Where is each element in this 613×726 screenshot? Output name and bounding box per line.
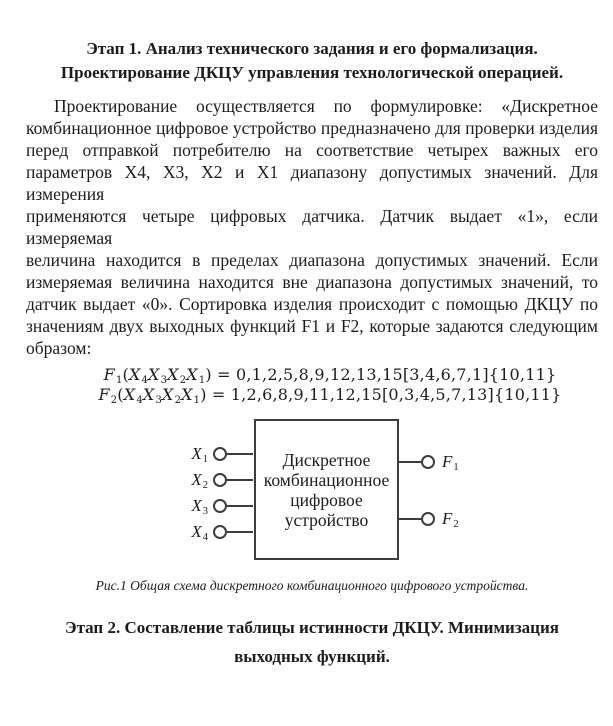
paragraph-line: величина находится в пределах диапазона допустимых значений. Если xyxy=(26,250,598,270)
heading-stage1-line1: Этап 1. Анализ технического задания и его формализация. xyxy=(86,39,538,58)
input-label-x3: $X_3$ xyxy=(191,496,208,517)
device-box-label-line3: цифровое xyxy=(290,489,363,510)
input-label-x4: $X_4$ xyxy=(191,522,208,543)
heading-stage2 xyxy=(26,613,598,671)
output-row-f1 xyxy=(399,452,459,473)
heading-stage1 xyxy=(26,37,598,85)
device-box-label-line4: устройство xyxy=(284,509,369,530)
paragraph-line: образом: xyxy=(26,338,92,358)
paragraph-line: датчик выдает «0». Сортировка изделия происходит с помощью ДКЦУ по xyxy=(26,294,598,314)
body-paragraph xyxy=(26,95,598,359)
input-wire xyxy=(227,479,253,481)
heading-stage1-line2: Проектирование ДКЦУ управления технологической операцией. xyxy=(60,63,564,82)
input-terminal-circle xyxy=(213,525,227,539)
paragraph-line: параметров X4, X3, X2 и X1 диапазону допустимых значений. Для измерения xyxy=(26,162,598,204)
input-wire xyxy=(227,531,253,533)
output-terminal-circle xyxy=(421,512,435,526)
paragraph-line: перед отправкой потребителю на соответствие четырех важных его xyxy=(26,140,598,160)
paragraph-line: комбинационное цифровое устройство предназначено для проверки изделия xyxy=(26,118,598,138)
input-terminal-circle xyxy=(213,499,227,513)
output-wire xyxy=(399,518,421,520)
input-terminal-circle xyxy=(213,447,227,461)
block-diagram xyxy=(26,419,598,565)
output-terminal-circle xyxy=(421,455,435,469)
input-label-x2: $X_2$ xyxy=(191,470,208,491)
heading-stage2-line1: Этап 2. Составление таблицы истинности ДКЦУ. Минимизация xyxy=(65,618,559,637)
input-row-x4 xyxy=(166,522,253,543)
paragraph-line: применяются четыре цифровых датчика. Датчик выдает «1», если измеряемая xyxy=(26,206,598,248)
paragraph-line: значениям двух выходных функций F1 и F2, которые задаются следующим xyxy=(26,316,598,336)
device-box xyxy=(254,419,399,560)
input-wire xyxy=(227,505,253,507)
device-box-label-line2: комбинационное xyxy=(263,469,390,490)
paragraph-line: измеряемая величина находится вне диапазона допустимых значений, то xyxy=(26,272,598,292)
input-row-x1 xyxy=(166,444,253,465)
input-row-x3 xyxy=(166,496,253,517)
figure-caption: Рис.1 Общая схема дискретного комбинационного цифрового устройства. xyxy=(95,578,529,593)
input-label-x1: $X_1$ xyxy=(191,444,208,465)
heading-stage2-line2: выходных функций. xyxy=(234,647,390,666)
input-row-x2 xyxy=(166,470,253,491)
paragraph-line: Проектирование осуществляется по формулировке: «Дискретное xyxy=(54,96,598,116)
document-page xyxy=(0,37,613,726)
function-definitions xyxy=(26,365,598,405)
input-wire xyxy=(227,453,253,455)
output-row-f2 xyxy=(399,509,459,530)
output-label-f1: $F_1$ xyxy=(442,452,459,473)
formula-f2: $F_2(X_4X_3X_2X_1) = 1,2,6,8,9,11,12,15[0,3,4,5,7,13]\{10,11\}$ xyxy=(98,385,562,406)
output-label-f2: $F_2$ xyxy=(442,509,459,530)
input-terminal-circle xyxy=(213,473,227,487)
output-wire xyxy=(399,461,421,463)
device-box-label-line1: Дискретное xyxy=(282,449,371,470)
formula-f1: $F_1(X_4X_3X_2X_1) = 0,1,2,5,8,9,12,13,15[3,4,6,7,1]\{10,11\}$ xyxy=(103,365,557,386)
